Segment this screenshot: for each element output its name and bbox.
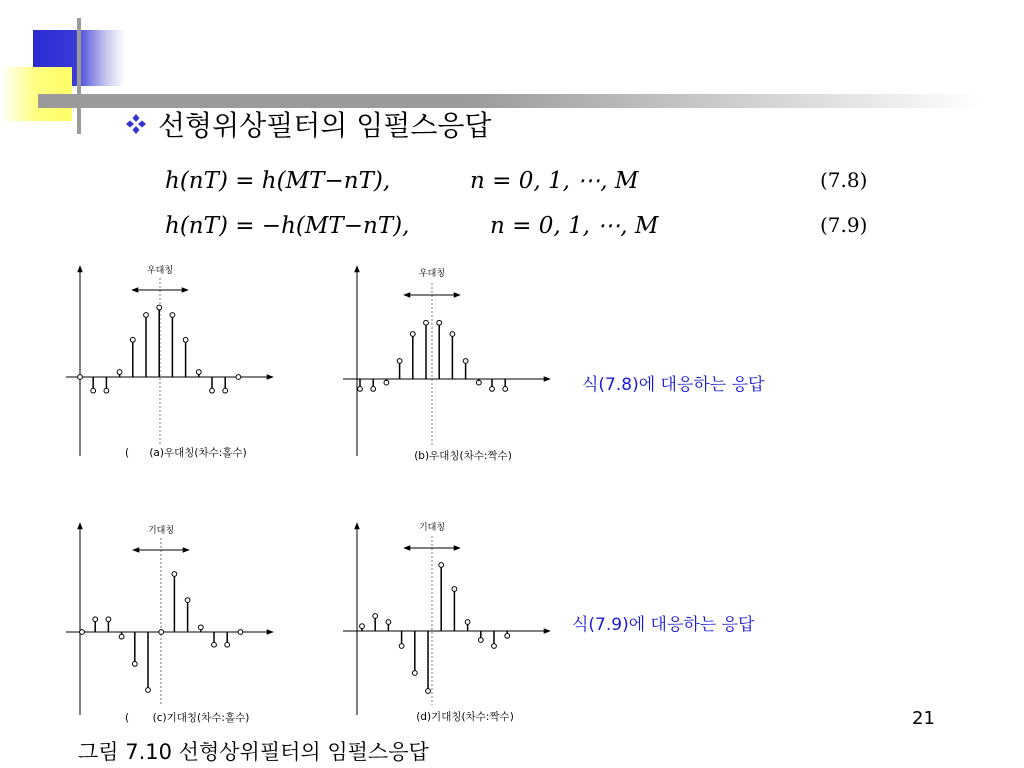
equation-7-9-lhs: h(nT) = −h(MT−nT), — [165, 213, 410, 239]
stem-marker — [465, 620, 470, 625]
slide-title — [124, 104, 491, 144]
stem-marker — [212, 642, 217, 647]
stem-marker — [437, 320, 442, 325]
title-text: 선형위상필터의 임펄스응답 — [158, 109, 492, 142]
stem-marker — [478, 638, 483, 643]
stem-marker — [424, 320, 429, 325]
equation-7-9-range: n = 0, 1, ⋯, M — [490, 213, 659, 239]
symmetry-label: 우대칭 — [146, 266, 174, 276]
stem-marker — [132, 662, 137, 667]
equation-7-9 — [165, 213, 885, 243]
stem-marker — [463, 359, 468, 364]
stem-marker — [236, 375, 241, 380]
stem-marker — [104, 388, 109, 393]
figure-caption: 그림 7.10 선형상위필터의 임펄스응답 — [78, 740, 429, 764]
caption-stray-mark: ( — [125, 447, 130, 459]
stem-marker — [225, 642, 230, 647]
plot-d — [335, 515, 595, 730]
stem-marker — [183, 337, 188, 342]
stem-marker — [210, 388, 215, 393]
stem-marker — [80, 630, 85, 635]
stem-marker — [505, 633, 510, 638]
plot-caption: (a)우대칭(차수:홀수) — [149, 447, 247, 459]
response-label-even: 식(7.8)에 대응하는 응답 — [582, 375, 765, 395]
symmetry-label: 기대칭 — [418, 523, 446, 533]
symmetry-label: 기대칭 — [147, 526, 175, 536]
stem-marker — [170, 313, 175, 318]
stem-marker — [185, 598, 190, 603]
stem-marker — [384, 380, 389, 385]
stem-marker — [476, 380, 481, 385]
plot-caption: (b)우대칭(차수:짝수) — [414, 450, 512, 462]
stem-marker — [386, 620, 391, 625]
stem-marker — [238, 630, 243, 635]
plot-caption: (d)기대칭(차수:짝수) — [416, 711, 514, 723]
stem-marker — [371, 387, 376, 392]
stem-marker — [144, 313, 149, 318]
stem-marker — [399, 644, 404, 649]
response-label-odd: 식(7.9)에 대응하는 응답 — [572, 615, 755, 635]
equation-7-8-range: n = 0, 1, ⋯, M — [470, 168, 639, 194]
stem-marker — [196, 370, 201, 375]
stem-marker — [223, 388, 228, 393]
stem-marker — [93, 617, 98, 622]
stem-marker — [410, 332, 415, 337]
stem-marker — [358, 387, 363, 392]
symmetry-label: 우대칭 — [418, 269, 446, 279]
stem-marker — [492, 644, 497, 649]
caption-stray-mark: ( — [125, 712, 130, 724]
page-number: 21 — [912, 708, 935, 729]
plot-b — [335, 258, 595, 468]
stem-marker — [146, 688, 151, 693]
stem-marker — [360, 624, 365, 629]
stem-marker — [426, 689, 431, 694]
stem-marker — [91, 388, 96, 393]
stem-marker — [106, 617, 111, 622]
plot-caption: (c)기대칭(차수:홀수) — [152, 712, 250, 724]
equation-7-9-number: (7.9) — [820, 213, 868, 237]
stem-marker — [412, 671, 417, 676]
plot-a — [58, 258, 318, 468]
stem-marker — [117, 370, 122, 375]
stem-marker — [159, 630, 164, 635]
stem-marker — [397, 359, 402, 364]
plot-c — [58, 515, 318, 730]
equation-7-8-lhs: h(nT) = h(MT−nT), — [165, 168, 391, 194]
stem-marker — [78, 375, 83, 380]
stem-marker — [373, 614, 378, 619]
diamond-bullet-icon — [124, 112, 148, 136]
stem-marker — [157, 305, 162, 310]
stem-marker — [452, 587, 457, 592]
stem-marker — [439, 563, 444, 568]
stem-marker — [450, 332, 455, 337]
header-vertical-line — [77, 18, 81, 134]
stem-marker — [198, 625, 203, 630]
stem-marker — [172, 572, 177, 577]
equation-7-8 — [165, 168, 885, 198]
stem-marker — [130, 337, 135, 342]
equation-7-8-number: (7.8) — [820, 168, 868, 192]
stem-marker — [119, 634, 124, 639]
stem-marker — [490, 387, 495, 392]
stem-marker — [503, 387, 508, 392]
